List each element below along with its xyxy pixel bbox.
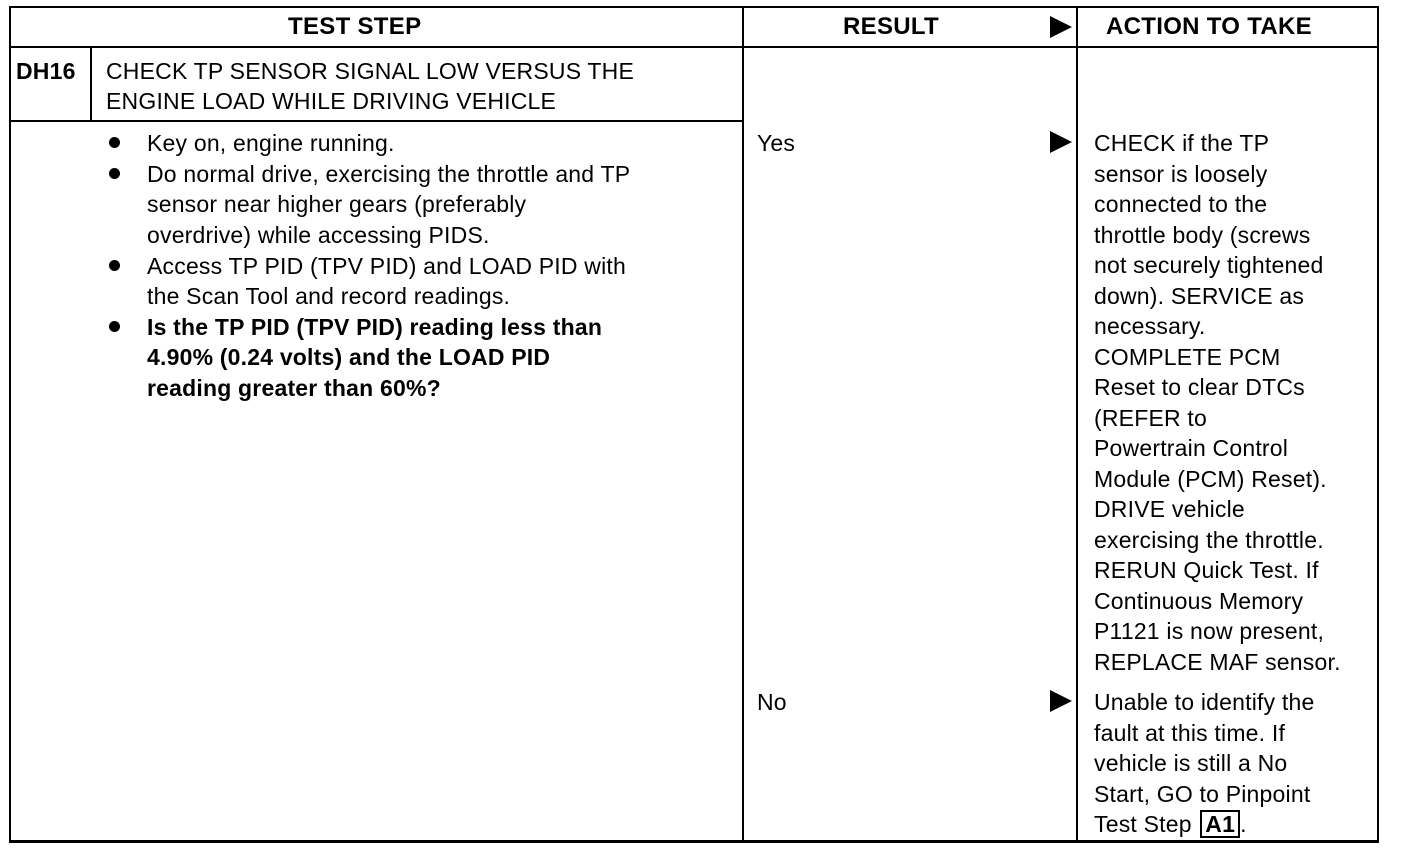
yes-action-line: Reset to clear DTCs <box>1094 374 1305 400</box>
header-test-step: TEST STEP <box>288 13 422 40</box>
bullet-4-line-1: Is the TP PID (TPV PID) reading less than <box>147 314 603 340</box>
yes-action-line: (REFER to <box>1094 404 1207 431</box>
yes-action-line: connected to the <box>1094 191 1268 217</box>
no-action-line: vehicle is still a No <box>1094 750 1288 776</box>
header-bottom-border <box>9 46 1378 48</box>
no-action-line: fault at this time. If <box>1094 719 1286 746</box>
result-yes-arrow-icon <box>1050 131 1072 153</box>
yes-action-line: Continuous Memory <box>1094 587 1304 614</box>
yes-action-line: necessary. <box>1094 313 1206 339</box>
step-id: DH16 <box>16 58 76 84</box>
no-action-line: Start, GO to Pinpoint <box>1094 780 1311 807</box>
result-column-divider <box>742 6 744 843</box>
header-action-to-take: ACTION TO TAKE <box>1106 13 1312 40</box>
result-no: No <box>757 689 787 715</box>
bullet-1-line-1: Key on, engine running. <box>147 130 395 156</box>
step-title-bottom-border <box>9 120 744 122</box>
yes-action-line: RERUN Quick Test. If <box>1094 557 1319 583</box>
step-title-line-2: ENGINE LOAD WHILE DRIVING VEHICLE <box>106 88 557 114</box>
yes-action-line: down). SERVICE as <box>1094 282 1305 309</box>
pinpoint-step-link[interactable]: A1 <box>1200 810 1240 838</box>
action-column-divider <box>1076 6 1078 843</box>
yes-action-line: not securely tightened <box>1094 252 1324 278</box>
step-id-divider <box>90 46 92 122</box>
yes-action-line: DRIVE vehicle <box>1094 496 1245 522</box>
bottom-border <box>9 840 1378 843</box>
yes-action-line: CHECK if the TP <box>1094 130 1270 156</box>
left-border <box>9 6 11 843</box>
yes-action-line: throttle body (screws <box>1094 221 1311 248</box>
header-result: RESULT <box>843 13 940 40</box>
bullet-2-line-1: Do normal drive, exercising the throttle and TP <box>147 161 631 187</box>
bullet-icon <box>109 321 120 332</box>
bullet-4-line-2: 4.90% (0.24 volts) and the LOAD PID <box>147 344 551 370</box>
bullet-icon <box>109 260 120 271</box>
header-arrow-icon <box>1050 16 1072 38</box>
yes-action-line: REPLACE MAF sensor. <box>1094 648 1341 675</box>
no-action-last-line <box>1094 809 1247 840</box>
yes-action-line: sensor is loosely <box>1094 160 1268 187</box>
no-action-last-prefix: Test Step <box>1094 811 1199 837</box>
bullet-3-line-1: Access TP PID (TPV PID) and LOAD PID with <box>147 253 626 279</box>
bullet-4-line-3: reading greater than 60%? <box>147 375 441 401</box>
bullet-2-line-2: sensor near higher gears (preferably <box>147 191 527 217</box>
bullet-3-line-2: the Scan Tool and record readings. <box>147 283 511 309</box>
bullet-icon <box>109 168 120 179</box>
bullet-2-line-3: overdrive) while accessing PIDS. <box>147 222 490 248</box>
right-border <box>1377 6 1379 843</box>
top-border <box>9 6 1378 8</box>
yes-action-line: Module (PCM) Reset). <box>1094 465 1327 492</box>
no-action-line: Unable to identify the <box>1094 689 1315 715</box>
step-title-line-1: CHECK TP SENSOR SIGNAL LOW VERSUS THE <box>106 58 635 84</box>
bullet-icon <box>109 137 120 148</box>
yes-action-line: COMPLETE PCM <box>1094 343 1281 370</box>
result-no-arrow-icon <box>1050 690 1072 712</box>
yes-action-line: Powertrain Control <box>1094 435 1289 461</box>
yes-action-line: exercising the throttle. <box>1094 526 1324 553</box>
yes-action-line: P1121 is now present, <box>1094 618 1325 644</box>
no-action-last-suffix: . <box>1240 811 1247 837</box>
result-yes: Yes <box>757 130 796 156</box>
